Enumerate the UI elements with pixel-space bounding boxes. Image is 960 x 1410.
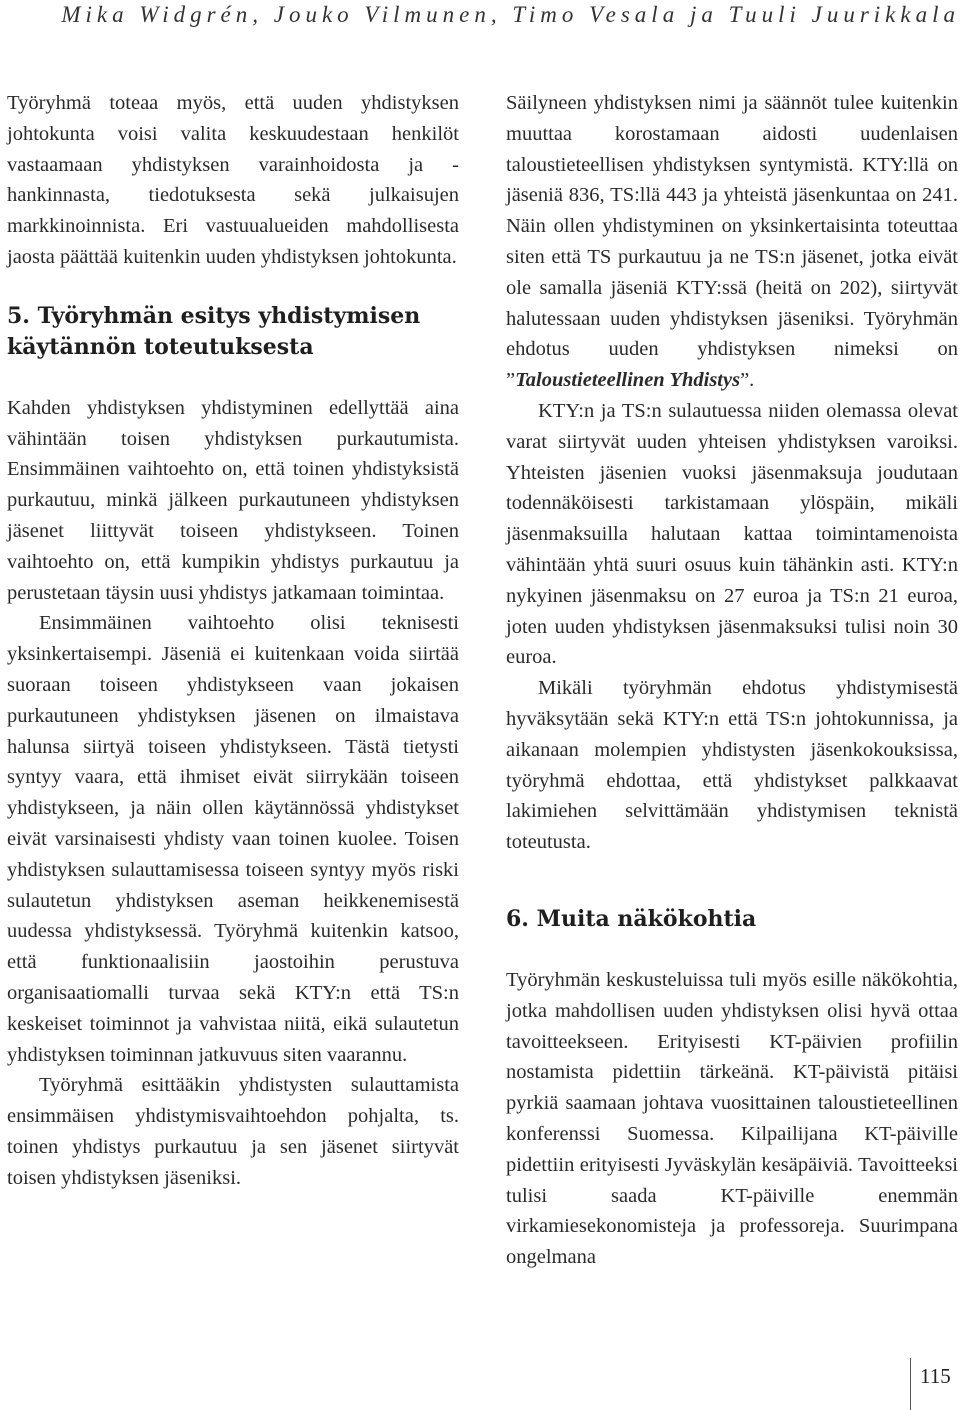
paragraph: Ensimmäinen vaihtoehto olisi teknisesti yksinkertaisempi. Jäseniä ei kuitenkaan voida siirtää suoraan toiseen yhdistykseen vaan jokaisen purkautuneen yhdistyksen jäsenen on ilmaistava halunsa siirtyä toiseen yhdistykseen. Tästä tietysti syntyy vaara, että ihmiset eivät siirrykään toiseen yhdistykseen, ja näin ollen käytännössä yhdistykset eivät varsinaisesti yhdisty vaan toinen kuolee. Toisen yhdistyksen sulauttamisessa toiseen syntyy myös riski sulautetun yhdistyksen aseman heikkenemisestä uudessa yhdistyksessä. Työryhmä kuitenkin katsoo, että funktionaalisiin jaostoihin perustuva organisaatiomalli turvaa sekä KTY:n että TS:n keskeiset toiminnot ja vahvistaa niitä, eikä sulautetun yhdistyksen toiminnan jatkuvuus siten vaarannu. <box>7 612 459 1066</box>
paragraph-text: ”. <box>740 369 755 392</box>
proposed-name: Taloustieteellinen Yhdistys <box>515 369 741 392</box>
left-column <box>7 88 459 1194</box>
heading-number: 6. <box>506 905 529 932</box>
paragraph: Mikäli työryhmän ehdotus yhdistymisestä hyväksytään sekä KTY:n että TS:n johtokunnissa, ja aikanaan molempien yhdistysten jäsenkokouksissa, työryhmä ehdottaa, että yhdistykset palkkaavat lakimiehen selvittämään yhdistymisen teknistä toteutusta. <box>506 677 958 854</box>
running-header: Mika Widgrén, Jouko Vilmunen, Timo Vesala ja Tuuli Juurikkala <box>61 2 960 27</box>
paragraph: Kahden yhdistyksen yhdistyminen edellyttää aina vähintään toisen yhdistyksen purkautumista. Ensimmäinen vaihtoehto on, että toinen yhdistyksistä purkautuu, minkä jälkeen purkautuneen yhdistyksen jäsenet liittyvät toiseen yhdistykseen. Toinen vaihtoehto on, että kumpikin yhdistys purkautuu ja perustetaan täysin uusi yhdistys jatkamaan toimintaa. <box>7 396 459 604</box>
section-heading-5 <box>7 301 459 363</box>
paragraph: Työryhmän keskusteluissa tuli myös esille näkökohtia, jotka mahdollisen uuden yhdistyksen olisi hyvä ottaa tavoitteekseen. Erityisesti KT-päivien profiilin nostamista pidettiin tärkeänä. KT-päivistä pitäisi pyrkiä saamaan johtava vuosittainen taloustieteellinen konferenssi Suomessa. Kilpailijana KT-päiville pidettiin erityisesti Jyväskylän kesäpäiviä. Tavoitteeksi tulisi saada KT-päiville enemmän virkamiesekonomisteja ja professoreja. Suurimpana ongelmana <box>506 968 958 1269</box>
paragraph: KTY:n ja TS:n sulautuessa niiden olemassa olevat varat siirtyvät uuden yhteisen yhdistyksen varoiksi. Yhteisten jäsenien vuoksi jäsenmaksuja joudutaan todennäköisesti tarkistamaan ylöspäin, mikäli jäsenmaksuilla halutaan kattaa toimintamenoista vähintään yhtä suuri osuus kuin tähänkin asti. KTY:n nykyinen jäsenmaksu on 27 euroa ja TS:n 21 euroa, joten uuden yhdistyksen jäsenmaksuksi tulisi noin 30 euroa. <box>506 399 958 669</box>
footer-divider <box>910 1358 911 1410</box>
paragraph: Työryhmä esittääkin yhdistysten sulauttamista ensimmäisen yhdistymisvaihtoehdon pohjalta, ts. toinen yhdistys purkautuu ja sen jäsenet siirtyvät toisen yhdistyksen jäseniksi. <box>7 1074 459 1189</box>
paragraph <box>506 88 958 396</box>
page-number: 115 <box>920 1364 951 1388</box>
paragraph-text: Säilyneen yhdistyksen nimi ja säännöt tulee kuitenkin muuttaa korostamaan aidosti uudenlaisen taloustieteellisen yhdistyksen syntymistä. KTY:llä on jäseniä 836, TS:llä 443 ja yhteistä jäsenkuntaa on 241. Näin ollen yhdistyminen on yksinkertaisinta toteuttaa siten että TS purkautuu ja ne TS:n jäsenet, jotka eivät ole samalla jäseniä KTY:ssä (heitä on 202), siirtyvät halutessaan uuden yhdistyksen jäseniksi. Työryhmän ehdotus uuden yhdistyksen nimeksi on ” <box>506 92 958 392</box>
right-column <box>506 88 958 1273</box>
paragraph: Työryhmä toteaa myös, että uuden yhdistyksen johtokunta voisi valita keskuudestaan henkilöt vastaamaan yhdistyksen varainhoidosta ja -hankinnasta, tiedotuksesta sekä julkaisujen markkinoinnista. Eri vastuualueiden mahdollisesta jaosta päättää kuitenkin uuden yhdistyksen johtokunta. <box>7 92 459 268</box>
heading-number: 5. <box>7 302 30 329</box>
section-heading-6 <box>506 904 958 935</box>
heading-text: Työryhmän esitys yhdistymisen käytännön toteutuksesta <box>7 302 421 360</box>
heading-text: Muita näkökohtia <box>536 905 757 932</box>
